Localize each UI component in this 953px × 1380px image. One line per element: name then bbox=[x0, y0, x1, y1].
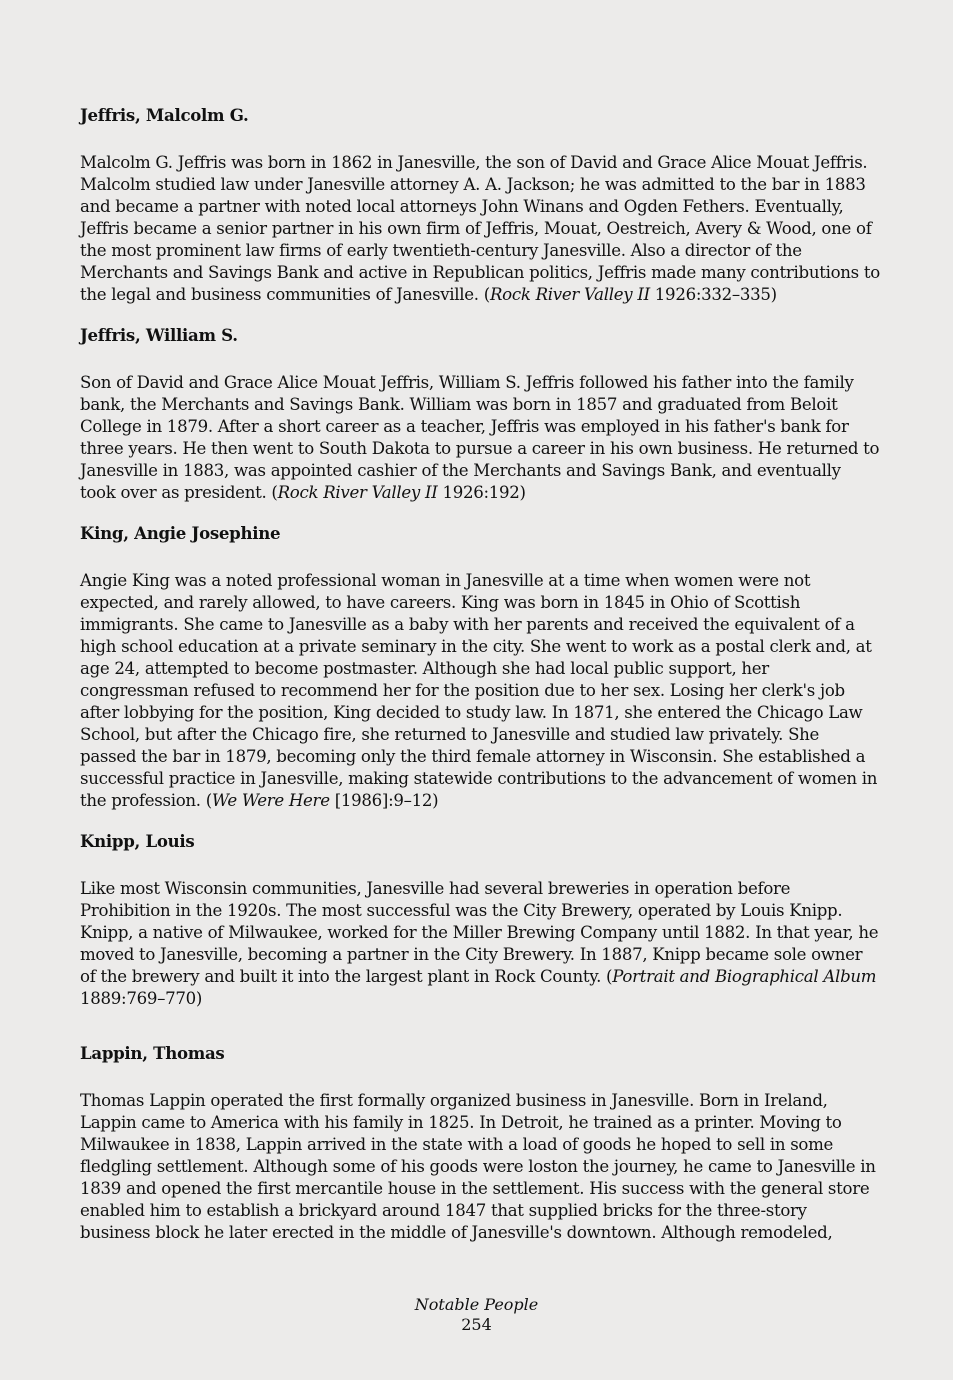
entry-heading: Knipp, Louis bbox=[80, 831, 195, 851]
entry-text: Son of David and Grace Alice Mouat Jeffris, William S. Jeffris followed his father into the family bank, the Merchants and Savings Bank. William was born in 1857 and graduated from Beloit College in 1879. After a short career as a teacher, Jeffris was employed in his father's bank for three years. He then went to South Dakota to pursue a career in his own business. He returned to Janesville in 1883, was appointed cashier of the Merchants and Savings Bank, and eventually took over as president. bbox=[80, 373, 880, 502]
citation-ref: 1889:769–770) bbox=[80, 989, 203, 1008]
entry-heading: Jeffris, Malcolm G. bbox=[80, 105, 249, 125]
entry-jeffris-malcolm bbox=[80, 104, 880, 306]
citation-title: We Were Here bbox=[211, 791, 330, 810]
entry-text: Angie King was a noted professional woman in Janesville at a time when women were not expected, and rarely allowed, to have careers. King was born in 1845 in Ohio of Scottish immigrants. She came to Janesville as a baby with her parents and received the equivalent of a high school education at a private seminary in the city. She went to work as a postal clerk and, at age 24, attempted to become postmaster. Although she had local public support, her congressman refused to recommend her for the position due to her sex. Losing her clerk's job after lobbying for the position, King decided to study law. In 1871, she entered the Chicago Law School, but after the Chicago fire, she returned to Janesville and studied law privately. She passed the bar in 1879, becoming only the third female attorney in Wisconsin. She established a successful practice in Janesville, making statewide contributions to the advancement of women in the profession. bbox=[80, 571, 878, 810]
entry-body bbox=[80, 878, 880, 1010]
entry-knipp-louis bbox=[80, 830, 880, 1010]
citation-open: ( bbox=[606, 967, 613, 986]
citation-ref: 1926:332–335) bbox=[649, 285, 777, 304]
citation-open: ( bbox=[271, 483, 278, 502]
entry-jeffris-william bbox=[80, 324, 880, 504]
citation-title: Rock River Valley II bbox=[277, 483, 438, 502]
entry-body bbox=[80, 372, 880, 504]
citation-open: ( bbox=[483, 285, 490, 304]
entry-king-angie bbox=[80, 522, 880, 812]
entry-text: Malcolm G. Jeffris was born in 1862 in Janesville, the son of David and Grace Alice Mouat Jeffris. Malcolm studied law under Janesville attorney A. A. Jackson; he was admitted to the bar in 1883 and became a partner with noted local attorneys John Winans and Ogden Fethers. Eventually, Jeffris became a senior partner in his own firm of Jeffris, Mouat, Oestreich, Avery & Wood, one of the most prominent law firms of early twentieth-century Janesville. Also a director of the Merchants and Savings Bank and active in Republican politics, Jeffris made many contributions to the legal and business communities of Janesville. bbox=[80, 153, 880, 304]
citation-open: ( bbox=[205, 791, 212, 810]
entry-body bbox=[80, 1090, 880, 1244]
citation-ref: 1926:192) bbox=[437, 483, 526, 502]
citation-title: Portrait and Biographical Album bbox=[612, 967, 877, 986]
entry-body bbox=[80, 570, 880, 812]
entry-heading: Lappin, Thomas bbox=[80, 1043, 225, 1063]
entry-lappin-thomas bbox=[80, 1042, 880, 1244]
entry-body bbox=[80, 152, 880, 306]
entry-text: Like most Wisconsin communities, Janesville had several breweries in operation before Prohibition in the 1920s. The most successful was the City Brewery, operated by Louis Knipp. Knipp, a native of Milwaukee, worked for the Miller Brewing Company until 1882. In that year, he moved to Janesville, becoming a partner in the City Brewery. In 1887, Knipp became sole owner of the brewery and built it into the largest plant in Rock County. bbox=[80, 879, 879, 986]
entry-text: Thomas Lappin operated the first formally organized business in Janesville. Born in Ireland, Lappin came to America with his family in 1825. In Detroit, he trained as a printer. Moving to Milwaukee in 1838, Lappin arrived in the state with a load of goods he hoped to sell in some fledgling settlement. Although some of his goods were loston the journey, he came to Janesville in 1839 and opened the first mercantile house in the settlement. His success with the general store enabled him to establish a brickyard around 1847 that supplied bricks for the three-story business block he later erected in the middle of Janesville's downtown. Although remodeled, bbox=[80, 1091, 876, 1242]
citation-title: Rock River Valley II bbox=[489, 285, 650, 304]
page-content bbox=[80, 104, 880, 1244]
page-footer bbox=[0, 1295, 953, 1335]
citation-ref: [1986]:9–12) bbox=[329, 791, 439, 810]
footer-section-title: Notable People bbox=[414, 1295, 539, 1314]
page-number: 254 bbox=[461, 1315, 492, 1334]
entry-heading: King, Angie Josephine bbox=[80, 523, 281, 543]
entry-heading: Jeffris, William S. bbox=[80, 325, 238, 345]
